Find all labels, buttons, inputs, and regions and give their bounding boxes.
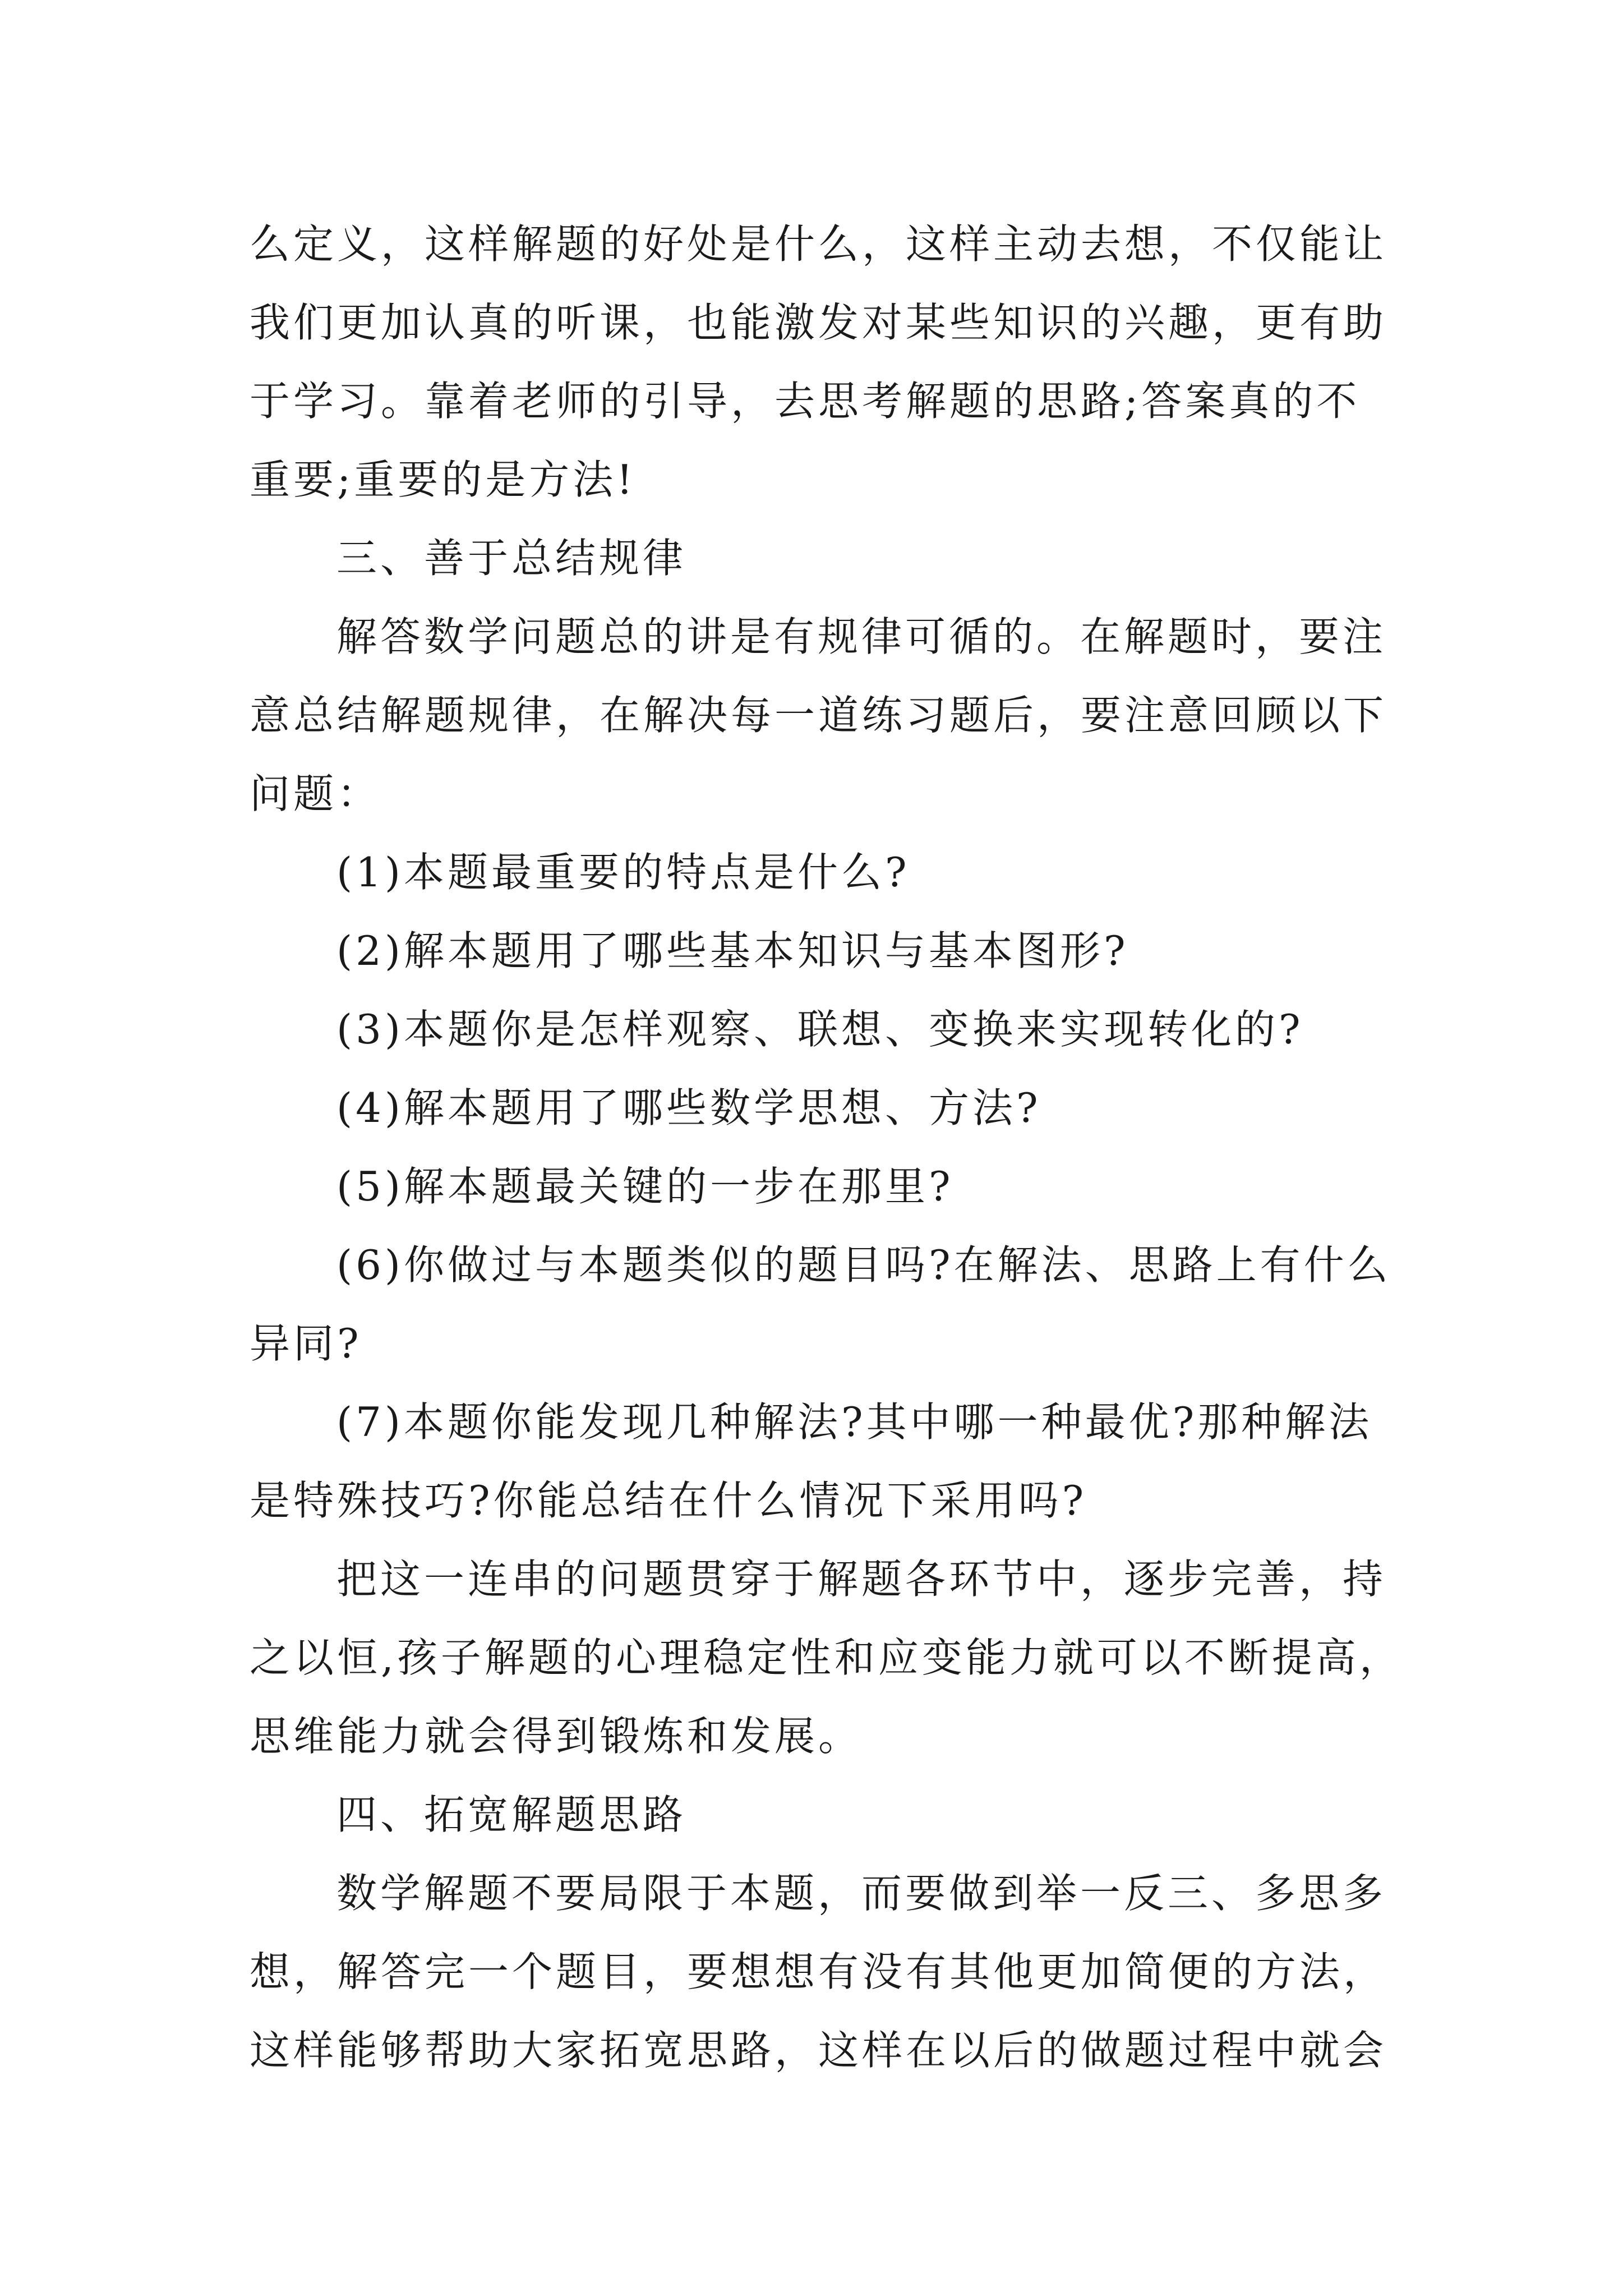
text-line: 把这一连串的问题贯穿于解题各环节中，逐步完善，持 [336,1556,1387,1603]
list-item: (3)本题你是怎样观察、联想、变换来实现转化的? [336,1006,1304,1053]
list-item: (5)解本题最关键的一步在那里? [336,1163,954,1210]
text-line: 数学解题不要局限于本题，而要做到举一反三、多思多 [336,1870,1387,1917]
list-item: (4)解本题用了哪些数学思想、方法? [336,1084,1041,1131]
text-line: 是特殊技巧?你能总结在什么情况下采用吗? [250,1477,1087,1524]
text-line: 我们更加认真的听课，也能激发对某些知识的兴趣，更有助 [250,299,1387,346]
text-line: 重要;重要的是方法! [250,456,637,503]
text-line: 思维能力就会得到锻炼和发展。 [250,1713,863,1760]
text-line: 这样能够帮助大家拓宽思路，这样在以后的做题过程中就会 [250,2027,1387,2074]
section-heading: 三、善于总结规律 [336,535,687,582]
text-line: 意总结解题规律，在解决每一道练习题后，要注意回顾以下 [250,692,1387,739]
text-line: 之以恒,孩子解题的心理稳定性和应变能力就可以不断提高， [250,1634,1403,1681]
list-item: (6)你做过与本题类似的题目吗?在解法、思路上有什么 [336,1241,1391,1289]
text-line: 异同? [250,1320,362,1367]
text-line: 么定义，这样解题的好处是什么，这样主动去想，不仅能让 [250,220,1387,268]
text-line: 问题： [250,770,381,817]
list-item: (1)本题最重要的特点是什么? [336,849,910,896]
list-item: (7)本题你能发现几种解法?其中哪一种最优?那种解法 [336,1398,1373,1446]
list-item: (2)解本题用了哪些基本知识与基本图形? [336,927,1129,974]
text-line: 解答数学问题总的讲是有规律可循的。在解题时，要注 [336,613,1387,660]
section-heading: 四、拓宽解题思路 [336,1791,687,1838]
text-line: 想，解答完一个题目，要想想有没有其他更加简便的方法， [250,1948,1387,1995]
text-line: 于学习。靠着老师的引导，去思考解题的思路;答案真的不 [250,378,1361,425]
